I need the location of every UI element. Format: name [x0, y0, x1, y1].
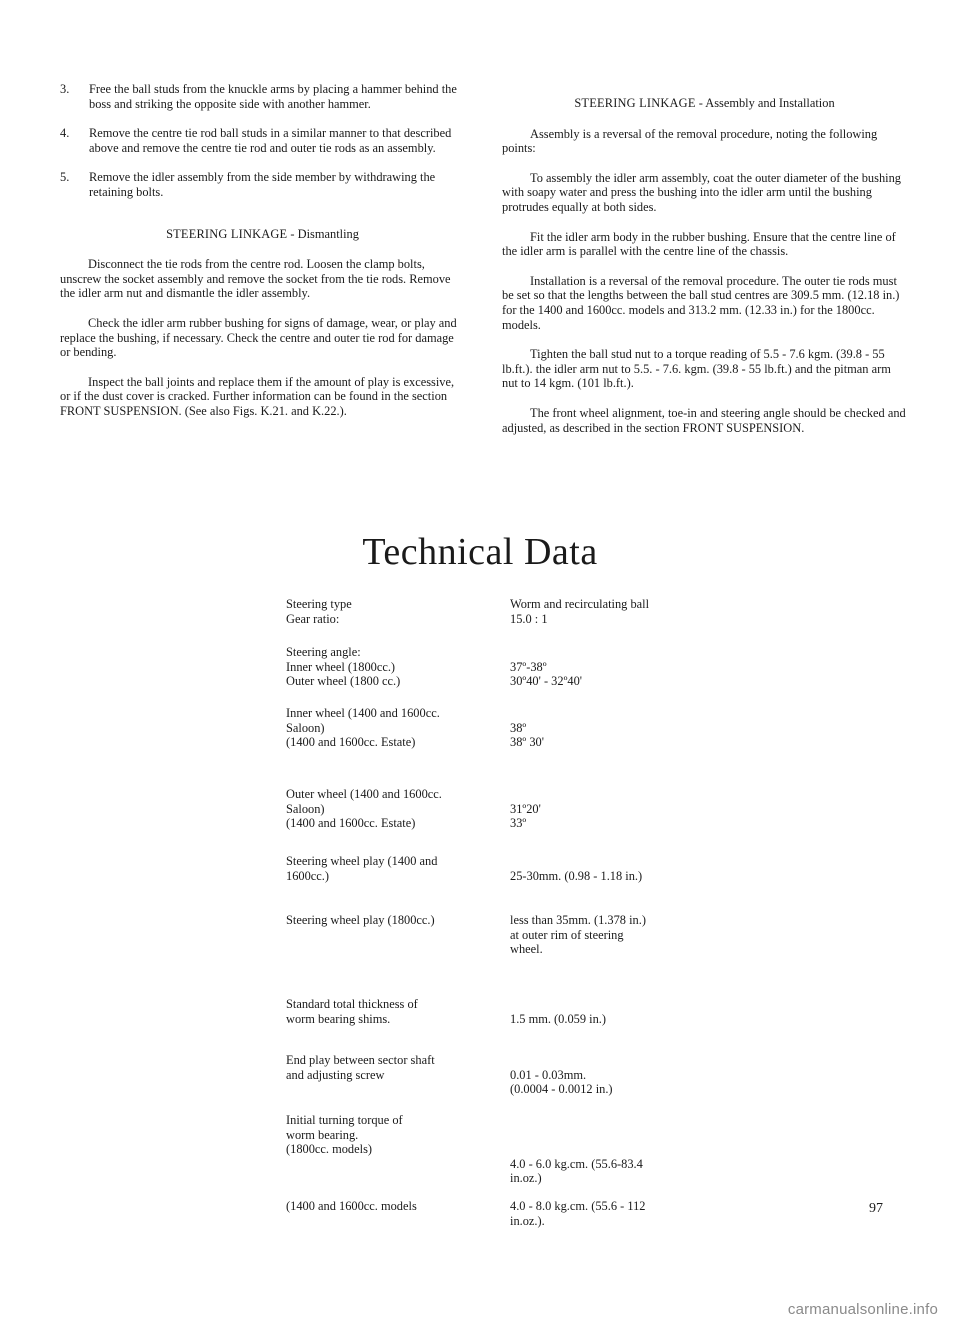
spec-value: 37º-38º 30º40' - 32º40' [510, 659, 583, 689]
removal-step [60, 170, 465, 199]
paragraph: Tighten the ball stud nut to a torque reading of 5.5 - 7.6 kgm. (39.8 - 55 lb.ft.). the idler arm nut to 5.5. - 7.6. kgm. (39.8 - 55 lb.ft.) and the pitman arm nut to 14 kgm. (101 lb.ft.). [502, 347, 891, 391]
spec-label: Steering wheel play (1800cc.) [286, 913, 435, 927]
spec-label: (1400 and 1600cc. models [286, 1199, 417, 1213]
watermark-footer: carmanualsonline.info [787, 1301, 938, 1318]
left-column [60, 82, 465, 434]
step-number: 4. [60, 126, 70, 141]
paragraph: To assembly the idler arm assembly, coat the outer diameter of the bushing with soapy water and press the bushing into the idler arm until the bushing protrudes equally at both sides. [502, 170, 901, 214]
step-number: 3. [60, 82, 70, 96]
right-column [502, 96, 907, 450]
spec-value: Worm and recirculating ball 15.0 : 1 [510, 597, 650, 626]
spec-value: 31º20' 33º [510, 801, 541, 831]
paragraph: The front wheel alignment, toe-in and steering angle should be checked and adjusted, as described in the section FRONT SUSPENSION. [502, 405, 906, 435]
removal-step [60, 126, 465, 155]
paragraph: Installation is a reversal of the removal procedure. The outer tie rods must be set so that the lengths between the ball stud centres are 309.5 mm. (12.18 in.) for the 1400 and 1600cc. models and 313.2 mm. (12.33 in.) for the 1800cc. models. [502, 273, 900, 332]
removal-steps [60, 82, 465, 200]
dismantling-text [60, 257, 465, 418]
assembly-text [502, 127, 907, 436]
page-number: 97 [869, 1201, 883, 1216]
dismantling-heading: STEERING LINKAGE - Dismantling [166, 226, 359, 241]
spec-label: End play between sector shaft and adjusting screw [286, 1053, 435, 1082]
paragraph: Disconnect the tie rods from the centre rod. Loosen the clamp bolts, unscrew the socket assembly and remove the socket from the tie rods. Remove the idler arm nut and dismantle the idler assembly. [60, 257, 451, 301]
spec-value: 25-30mm. (0.98 - 1.18 in.) [510, 868, 643, 883]
spec-value: 4.0 - 8.0 kg.cm. (55.6 - 112 in.oz.). [510, 1199, 646, 1228]
spec-label: Standard total thickness of worm bearing shims. [286, 997, 418, 1026]
paragraph: Check the idler arm rubber bushing for signs of damage, wear, or play and replace the bushing, if necessary. Check the centre and outer tie rod for damage or bending. [60, 315, 457, 360]
step-text: Remove the idler assembly from the side member by withdrawing the retaining bolts. [89, 170, 436, 199]
spec-label: Initial turning torque of worm bearing. (1800cc. models) [286, 1113, 403, 1157]
spec-label: Inner wheel (1400 and 1600cc. Saloon) (1400 and 1600cc. Estate) [286, 706, 440, 750]
removal-step [60, 82, 465, 111]
spec-value: less than 35mm. (1.378 in.) at outer rim of steering wheel. [510, 913, 646, 957]
spec-value: 0.01 - 0.03mm. (0.0004 - 0.0012 in.) [510, 1067, 613, 1097]
paragraph: Inspect the ball joints and replace them if the amount of play is excessive, or if the dust cover is cracked. Further information can be found in the section FRONT SUSPENSION. (See also Figs. K.21. and K.22.). [60, 374, 455, 418]
spec-label: Steering type Gear ratio: [286, 597, 352, 626]
step-text: Remove the centre tie rod ball studs in a similar manner to that described above and remove the centre tie rod and outer tie rods as an assembly. [89, 126, 452, 155]
step-number: 5. [60, 170, 70, 185]
spec-label: Steering wheel play (1400 and 1600cc.) [286, 854, 438, 883]
paragraph: Assembly is a reversal of the removal procedure, noting the following points: [502, 126, 878, 156]
spec-value: 4.0 - 6.0 kg.cm. (55.6-83.4 in.oz.) [510, 1156, 643, 1186]
spec-label: Steering angle: Inner wheel (1800cc.) Outer wheel (1800 cc.) [286, 645, 401, 689]
paragraph: Fit the idler arm body in the rubber bushing. Ensure that the centre line of the idler arm is parallel with the centre line of the chassis. [502, 229, 896, 259]
spec-value: 1.5 mm. (0.059 in.) [510, 1011, 607, 1026]
assembly-heading: STEERING LINKAGE - Assembly and Installation [574, 96, 835, 110]
spec-value: 38º 38º 30' [510, 720, 544, 750]
spec-label: Outer wheel (1400 and 1600cc. Saloon) (1400 and 1600cc. Estate) [286, 787, 442, 831]
step-text: Free the ball studs from the knuckle arms by placing a hammer behind the boss and striking the opposite side with another hammer. [89, 82, 457, 111]
technical-data-title: Technical Data [362, 531, 598, 573]
